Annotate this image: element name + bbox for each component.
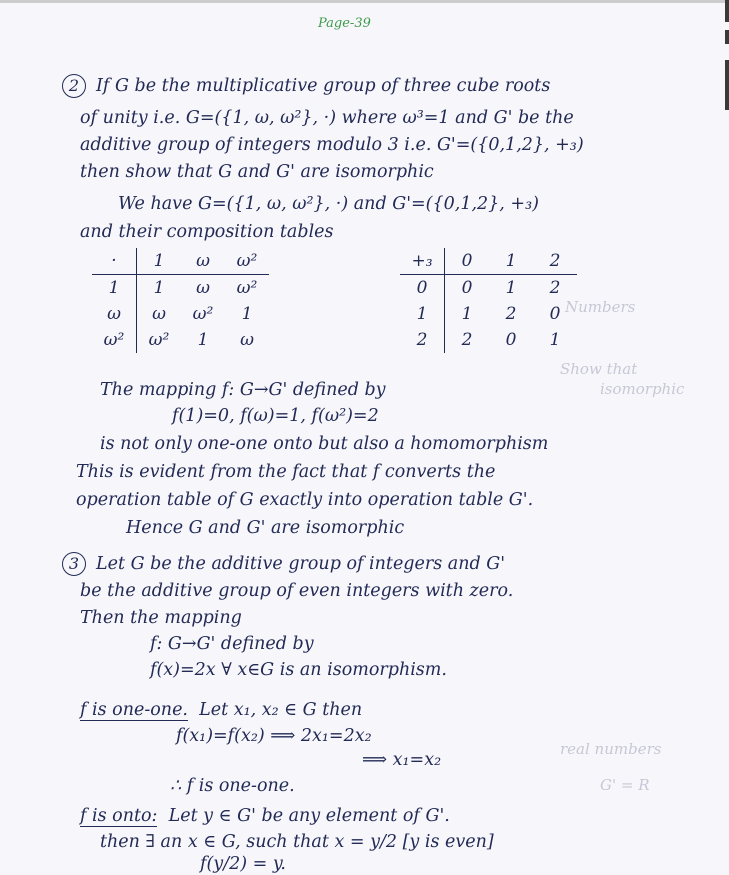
- conclusion-line: The mapping f: G→G' defined by: [100, 380, 386, 400]
- problem-3-line: f(x)=2x ∀ x∈G is an isomorphism.: [150, 660, 447, 680]
- page-edge-mark: [725, 0, 729, 22]
- problem-3-line: [62, 552, 505, 576]
- problem-2-line: [62, 74, 550, 98]
- table-cell: 1: [461, 304, 473, 324]
- table-header: 2: [533, 248, 577, 275]
- problem-2-line: then show that G and G' are isomorphic: [80, 162, 434, 182]
- table-row: [400, 275, 577, 302]
- row-label: 2: [400, 327, 445, 353]
- table-cell: ω²: [236, 278, 258, 298]
- table-cell: 2: [461, 330, 473, 350]
- problem-2-text: If G be the multiplicative group of three cube roots: [96, 76, 551, 96]
- table-cell: 0: [549, 304, 561, 324]
- conclusion-line: This is evident from the fact that f converts the: [76, 462, 496, 482]
- problem-2-line: of unity i.e. G=({1, ω, ω²}, ·) where ω³=1 and G' be the: [80, 108, 574, 128]
- bleed-through-text: G' = R: [600, 776, 650, 794]
- table-cell: ω²: [148, 330, 170, 350]
- conclusion-line: Hence G and G' are isomorphic: [126, 518, 405, 538]
- bleed-through-text: isomorphic: [600, 380, 685, 398]
- one-one-text: Let x₁, x₂ ∈ G then: [199, 700, 363, 720]
- proof-step: ∴ f is one-one.: [170, 776, 295, 796]
- proof-step: then ∃ an x ∈ G, such that x = y/2 [y is even]: [100, 832, 494, 852]
- table-cell: ω: [196, 278, 210, 298]
- table-cell: 0: [461, 278, 473, 298]
- table-header: ω: [181, 248, 225, 275]
- problem-2-line: and their composition tables: [80, 222, 334, 242]
- row-label: ω: [92, 301, 137, 327]
- table-operator: +₃: [400, 248, 445, 275]
- onto-heading: f is onto:: [80, 806, 158, 826]
- table-header: 1: [137, 248, 182, 275]
- table-operator: ·: [92, 248, 137, 275]
- bleed-through-text: real numbers: [560, 740, 662, 758]
- row-label: 1: [400, 301, 445, 327]
- table-row: [92, 275, 269, 302]
- row-label: 0: [400, 275, 445, 302]
- bleed-through-text: Show that: [560, 360, 638, 378]
- page-number: Page-39: [318, 16, 371, 31]
- proof-step: f(x₁)=f(x₂) ⟹ 2x₁=2x₂: [176, 726, 372, 746]
- table-cell: 1: [505, 278, 517, 298]
- onto-text: Let y ∈ G' be any element of G'.: [168, 806, 450, 826]
- proof-step: f(y/2) = y.: [200, 854, 286, 874]
- composition-table-G-prime: [400, 248, 577, 353]
- problem-3-text: Let G be the additive group of integers and G': [96, 554, 506, 574]
- one-one-heading: f is one-one.: [80, 700, 188, 720]
- conclusion-line: is not only one-one onto but also a homomorphism: [100, 434, 549, 454]
- page-edge-mark: [725, 30, 729, 44]
- proof-step: ⟹ x₁=x₂: [362, 750, 442, 770]
- table-cell: ω: [240, 330, 254, 350]
- table-cell: 0: [505, 330, 517, 350]
- table-cell: 1: [241, 304, 253, 324]
- table-row: [400, 301, 577, 327]
- table-cell: 2: [549, 278, 561, 298]
- problem-2-line: additive group of integers modulo 3 i.e. G'=({0,1,2}, +₃): [80, 135, 584, 155]
- problem-3-line: f: G→G' defined by: [150, 634, 314, 654]
- table-cell: 1: [153, 278, 165, 298]
- composition-table-G: [92, 248, 269, 353]
- table-row: [92, 327, 269, 353]
- conclusion-line: operation table of G exactly into operation table G'.: [76, 490, 534, 510]
- problem-number-circle: 3: [62, 552, 86, 576]
- problem-3-line: Then the mapping: [80, 608, 242, 628]
- one-one-line: [80, 702, 362, 720]
- page-edge-mark: [725, 60, 729, 110]
- bleed-through-text: Numbers: [565, 298, 636, 316]
- onto-line: [80, 808, 450, 826]
- table-cell: 1: [549, 330, 561, 350]
- table-row: [92, 301, 269, 327]
- table-cell: ω: [152, 304, 166, 324]
- row-label: ω²: [92, 327, 137, 353]
- table-header: 1: [489, 248, 533, 275]
- problem-number-circle: 2: [62, 74, 86, 98]
- table-header: ω²: [225, 248, 269, 275]
- row-label: 1: [92, 275, 137, 302]
- table-row: [400, 327, 577, 353]
- table-cell: ω²: [192, 304, 214, 324]
- page-top-edge: [0, 0, 729, 3]
- problem-3-line: be the additive group of even integers with zero.: [80, 581, 514, 601]
- conclusion-line: f(1)=0, f(ω)=1, f(ω²)=2: [172, 406, 379, 426]
- table-cell: 1: [197, 330, 209, 350]
- problem-2-line: We have G=({1, ω, ω²}, ·) and G'=({0,1,2}, +₃): [118, 194, 539, 214]
- table-header: 0: [445, 248, 490, 275]
- table-cell: 2: [505, 304, 517, 324]
